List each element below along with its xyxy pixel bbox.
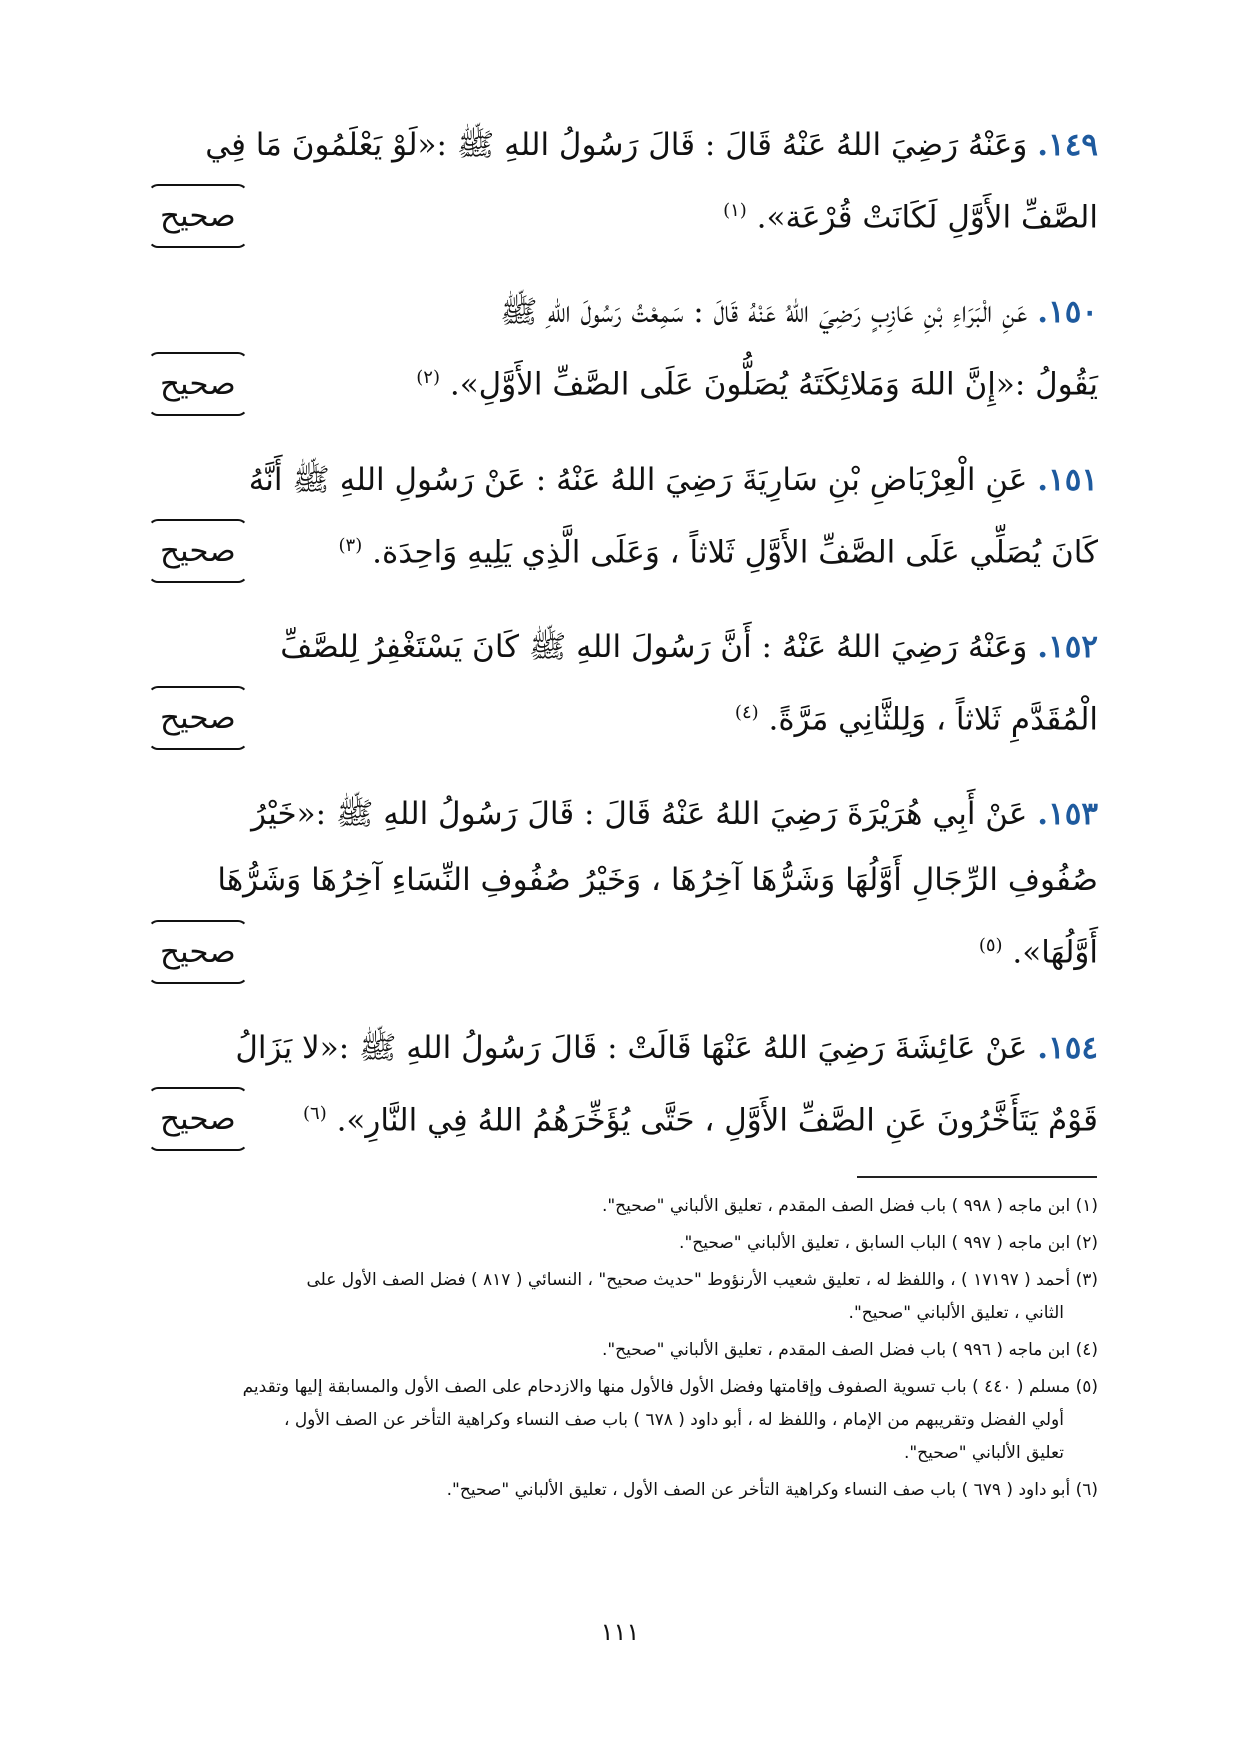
hadith-line	[148, 345, 1098, 417]
grade-label: صحيح	[160, 532, 236, 569]
hadith-line	[148, 781, 1098, 847]
grade-label: صحيح	[160, 933, 236, 970]
hadith-list	[148, 112, 1098, 1182]
footnote-label: (٤)	[1075, 1340, 1098, 1360]
grade-label: صحيح	[160, 198, 236, 235]
hadith-line	[148, 1015, 1098, 1081]
footnote-label: (٥)	[1075, 1377, 1098, 1397]
footnote-separator	[857, 1176, 1097, 1178]
hadith-text: الصَّفِّ الأَوَّلِ لَكَانَتْ قُرْعَة».	[756, 199, 1098, 236]
footnote-ref: (٣)	[338, 534, 363, 556]
footnote-ref: (١)	[723, 200, 747, 221]
hadith-line	[148, 1081, 1098, 1153]
hadith-number: ١٥١.	[1037, 461, 1098, 498]
footnote-ref: (٦)	[302, 1102, 327, 1124]
hadith-151	[148, 447, 1098, 585]
hadith-number: ١٤٩.	[1037, 127, 1098, 163]
hadith-line	[148, 513, 1098, 585]
grade-badge	[148, 1087, 248, 1151]
footnote-text-continued: الثاني ، تعليق الألباني "صحيح".	[848, 1303, 1064, 1323]
footnote-ref: (٥)	[978, 935, 1003, 957]
footnote-text: ابن ماجه ( ٩٩٨ ) باب فضل الصف المقدم ، تعليق الألباني "صحيح".	[601, 1196, 1071, 1216]
hadith-line	[148, 614, 1098, 680]
hadith-text: كَانَ يُصَلِّي عَلَى الصَّفِّ الأَوَّلِ ثَلاثاً ، وَعَلَى الَّذِي يَلِيهِ وَاحِدَة.	[372, 533, 1098, 570]
hadith-number: ١٥٠.	[1037, 294, 1098, 331]
footnote-5	[148, 1371, 1098, 1470]
footnote-ref: (٢)	[416, 367, 440, 389]
hadith-number: ١٥٣.	[1037, 796, 1098, 833]
grade-label: صحيح	[160, 1100, 236, 1137]
hadith-text: صُفُوفِ الرِّجَالِ أَوَّلُهَا وَشَرُّهَا آخِرُهَا ، وَخَيْرُ صُفُوفِ النِّسَاءِ آخِرُهَا وَشَرُّهَا	[217, 862, 1098, 899]
hadith-153	[148, 781, 1098, 985]
hadith-text: عَنِ الْبَرَاءِ بْنِ عَازِبٍ رَضِيَ اللهُ عَنْهُ قَالَ : سَمِعْتُ رَسُولَ اللهِ ﷺ	[500, 294, 1028, 331]
hadith-line	[148, 112, 1098, 178]
grade-badge	[148, 352, 248, 416]
hadith-line	[148, 680, 1098, 752]
grade-badge	[148, 920, 248, 984]
footnote-text: مسلم ( ٤٤٠ ) باب تسوية الصفوف وإقامتها وفضل الأول فالأول منها والازدحام على الصف الأول والمسابقة إليها وتقديم	[242, 1377, 1071, 1397]
footnote-text: أحمد ( ١٧١٩٧ ) ، واللفظ له ، تعليق شعيب الأرنؤوط "حديث صحيح" ، النسائي ( ٨١٧ ) فضل الصف الأول على	[306, 1270, 1071, 1290]
footnote-label: (٢)	[1075, 1233, 1098, 1253]
hadith-number: ١٥٤.	[1037, 1029, 1098, 1066]
page-number: ١١١	[600, 1618, 640, 1646]
footnotes	[148, 1190, 1098, 1511]
hadith-text: عَنْ عَائِشَةَ رَضِيَ اللهُ عَنْهَا قَالَتْ : قَالَ رَسُولُ اللهِ ﷺ :«لا يَزَالُ	[235, 1029, 1028, 1066]
hadith-152	[148, 614, 1098, 752]
footnote-label: (٣)	[1075, 1270, 1098, 1290]
hadith-text: عَنِ الْعِرْبَاضِ بْنِ سَارِيَةَ رَضِيَ اللهُ عَنْهُ : عَنْ رَسُولِ اللهِ ﷺ أَنَّهُ	[248, 461, 1028, 498]
footnote-ref: (٤)	[734, 701, 759, 723]
footnote-2	[148, 1227, 1098, 1260]
hadith-number: ١٥٢.	[1037, 628, 1098, 665]
grade-badge	[148, 686, 248, 750]
footnote-4	[148, 1334, 1098, 1367]
footnote-text: ابن ماجه ( ٩٩٧ ) الباب السابق ، تعليق الألباني "صحيح".	[679, 1233, 1071, 1253]
footnote-text-continued: تعليق الألباني "صحيح".	[903, 1443, 1064, 1463]
footnote-label: (٦)	[1075, 1480, 1098, 1500]
hadith-text: وَعَنْهُ رَضِيَ اللهُ عَنْهُ قَالَ : قَالَ رَسُولُ اللهِ ﷺ :«لَوْ يَعْلَمُونَ مَا فِي	[205, 127, 1028, 163]
hadith-text: عَنْ أَبِي هُرَيْرَةَ رَضِيَ اللهُ عَنْهُ قَالَ : قَالَ رَسُولُ اللهِ ﷺ :«خَيْرُ	[251, 796, 1028, 833]
hadith-154	[148, 1015, 1098, 1153]
hadith-text: الْمُقَدَّمِ ثَلاثاً ، وَلِلثَّانِي مَرَّةً.	[768, 701, 1098, 738]
footnote-3	[148, 1264, 1098, 1330]
footnote-text: ابن ماجه ( ٩٩٦ ) باب فضل الصف المقدم ، تعليق الألباني "صحيح".	[601, 1340, 1071, 1360]
grade-label: صحيح	[160, 700, 236, 737]
hadith-text: أَوَّلُهَا».	[1012, 934, 1098, 971]
grade-badge	[148, 519, 248, 583]
hadith-text: قَوْمٌ يَتَأَخَّرُونَ عَنِ الصَّفِّ الأَوَّلِ ، حَتَّى يُؤَخِّرَهُمُ اللهُ فِي النَّارِ».	[336, 1101, 1098, 1138]
hadith-line	[148, 447, 1098, 513]
hadith-text: يَقُولُ :«إِنَّ اللهَ وَمَلائِكَتَهُ يُصَلُّونَ عَلَى الصَّفِّ الأَوَّلِ».	[449, 366, 1098, 403]
hadith-line	[148, 847, 1098, 913]
footnote-1	[148, 1190, 1098, 1223]
hadith-line	[148, 913, 1098, 985]
hadith-149	[148, 112, 1098, 250]
footnote-label: (١)	[1075, 1196, 1098, 1216]
hadith-line	[148, 279, 1098, 345]
grade-badge	[148, 184, 248, 248]
hadith-line	[148, 178, 1098, 250]
footnote-text: أبو داود ( ٦٧٩ ) باب صف النساء وكراهية التأخر عن الصف الأول ، تعليق الألباني "صحيح".	[446, 1480, 1071, 1500]
footnote-text-continued: أولي الفضل وتقريبهم من الإمام ، واللفظ له ، أبو داود ( ٦٧٨ ) باب صف النساء وكراهية التأخر عن الصف الأول ،	[283, 1410, 1064, 1430]
hadith-150	[148, 279, 1098, 417]
footnote-6	[148, 1474, 1098, 1507]
hadith-text: وَعَنْهُ رَضِيَ اللهُ عَنْهُ : أَنَّ رَسُولَ اللهِ ﷺ كَانَ يَسْتَغْفِرُ لِلصَّفِّ	[280, 628, 1028, 665]
grade-label: صحيح	[160, 365, 236, 402]
